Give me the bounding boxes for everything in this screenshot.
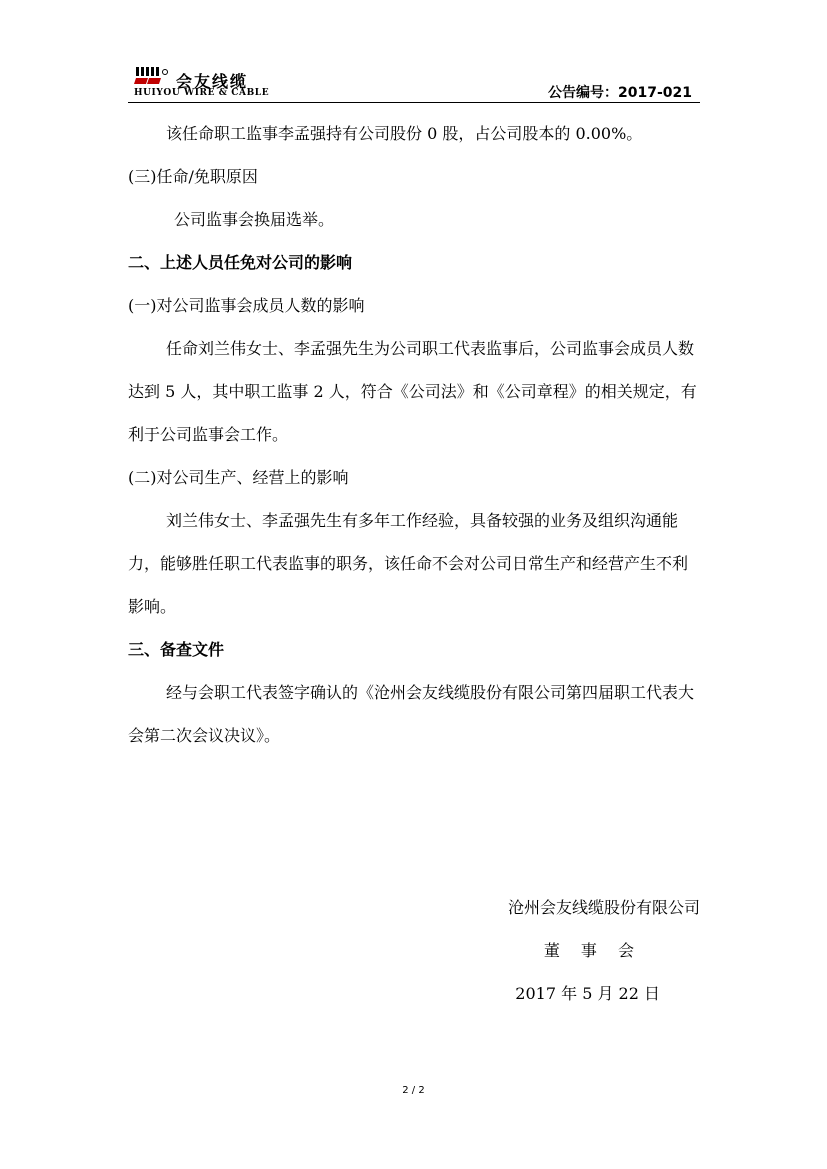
subheading: (三)任命/免职原因 [128,167,258,186]
paragraph: 刘兰伟女士、李孟强先生有多年工作经验，具备较强的业务及组织沟通能力，能够胜任职工代表监事的职务，该任命不会对公司日常生产和经营产生不利影响。 [128,511,689,616]
logo-english-name: HUIYOU WIRE & CABLE [134,88,270,98]
document-body [128,112,700,1015]
paragraph: 经与会职工代表签字确认的《沧州会友线缆股份有限公司第四届职工代表大会第二次会议决议》。 [128,683,695,745]
huiyou-logo-icon [134,66,170,86]
section-heading: 二、上述人员任免对公司的影响 [128,253,353,272]
paragraph: 该任命职工监事李孟强持有公司股份 0 股，占公司股本的 0.00%。 [166,124,643,143]
notice-number: 公告编号：2017-021 [548,85,692,101]
page-number: 2 / 2 [402,1085,425,1096]
signature-date: 2017 年 5 月 22 日 [515,984,660,1003]
company-logo [134,66,304,100]
page-header [128,66,700,104]
spacer [128,757,700,886]
paragraph: 任命刘兰伟女士、李孟强先生为公司职工代表监事后，公司监事会成员人数达到 5 人，其中职工监事 2 人，符合《公司法》和《公司章程》的相关规定，有利于公司监事会工作。 [128,339,697,444]
subheading: (一)对公司监事会成员人数的影响 [128,296,365,315]
logo-chinese-name: 会友线缆 [176,72,249,91]
section-heading: 三、备查文件 [128,640,225,659]
signature-company: 沧州会友线缆股份有限公司 [507,898,700,917]
signature-board: 董 事 会 [543,941,634,960]
subheading: (二)对公司生产、经营上的影响 [128,468,349,487]
header-divider [128,102,700,103]
paragraph: 公司监事会换届选举。 [174,210,335,229]
